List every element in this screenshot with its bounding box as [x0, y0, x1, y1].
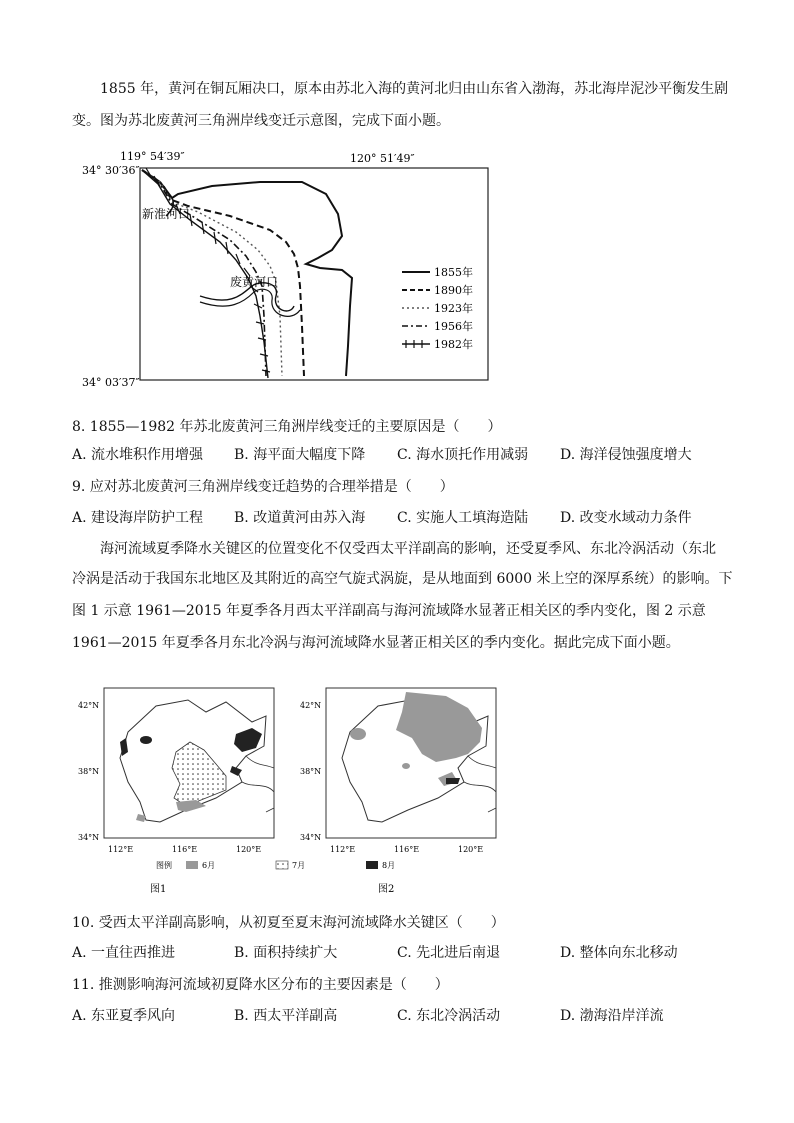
q10-option-d[interactable]: D. 整体向东北移动 [560, 945, 678, 961]
q8-option-a[interactable]: A. 流水堆积作用增强 [72, 447, 204, 463]
fig1-lat-38: 38°N [78, 767, 100, 776]
q9-option-d[interactable]: D. 改变水域动力条件 [560, 510, 692, 526]
legend-august: 8月 [382, 861, 396, 870]
fig1-aug-2 [140, 736, 152, 744]
fig2-lat-34: 34°N [300, 833, 322, 842]
q9-option-a[interactable]: A. 建设海岸防护工程 [72, 510, 204, 526]
xinhuai-label: 新淮河口 [142, 207, 191, 221]
feihuang-label: 废黄河口 [230, 275, 279, 289]
fig2-june-2 [350, 728, 366, 740]
fig2-lat-42: 42°N [300, 701, 322, 710]
q10-options [72, 942, 732, 964]
legend-1982: 1982年 [434, 338, 473, 351]
q11-stem: 11. 推测影响海河流域初夏降水区分布的主要因素是（ ） [72, 977, 449, 993]
legend-1855: 1855年 [434, 266, 473, 279]
lat-bottom-label: 34° 03′37″ [82, 376, 140, 389]
q11-option-d[interactable]: D. 渤海沿岸洋流 [560, 1008, 664, 1024]
intro1-line2: 变。图为苏北废黄河三角洲岸线变迁示意图，完成下面小题。 [72, 113, 450, 129]
q8-option-c[interactable]: C. 海水顶托作用减弱 [397, 447, 529, 463]
lat-top-label: 34° 30′36″ [82, 164, 140, 177]
precipitation-maps [76, 672, 516, 900]
intro-paragraph-1 [72, 78, 732, 100]
legend-1890: 1890年 [434, 284, 473, 297]
fig2-lon-112: 112°E [330, 845, 356, 854]
coastline-change-map [80, 146, 500, 390]
fig1-map [78, 688, 274, 854]
legend-june: 6月 [202, 861, 216, 870]
fig1-lon-112: 112°E [108, 845, 134, 854]
fig1-lon-116: 116°E [172, 845, 198, 854]
legend-july: 7月 [292, 861, 306, 870]
fig1-lat-42: 42°N [78, 701, 100, 710]
q9-stem: 9. 应对苏北废黄河三角洲岸线变迁趋势的合理举措是（ ） [72, 479, 454, 495]
legend-1956: 1956年 [434, 320, 473, 333]
q11-option-b[interactable]: B. 西太平洋副高 [234, 1008, 338, 1024]
q9-option-c[interactable]: C. 实施人工填海造陆 [397, 510, 529, 526]
q11-options [72, 1005, 732, 1027]
q10-option-c[interactable]: C. 先北进后南退 [397, 945, 501, 961]
fig2-caption: 图2 [378, 884, 395, 895]
q8-stem: 8. 1855—1982 年苏北废黄河三角洲岸线变迁的主要原因是（ ） [72, 419, 502, 435]
intro2-line4: 1961—2015 年夏季各月东北冷涡与海河流域降水显著正相关区的季内变化。据此完成下面小题。 [72, 635, 680, 651]
lon-left-label: 119° 54′39″ [120, 150, 185, 163]
q10-stem: 10. 受西太平洋副高影响，从初夏至夏末海河流域降水关键区（ ） [72, 915, 505, 931]
q9-option-b[interactable]: B. 改道黄河由苏入海 [234, 510, 366, 526]
fig2-aug [446, 778, 460, 784]
intro2-line3: 图 1 示意 1961—2015 年夏季各月西太平洋副高与海河流域降水显著正相关区的季内变化，图 2 示意 [72, 603, 706, 619]
fig2-june-3 [402, 763, 410, 769]
fig1-caption: 图1 [150, 884, 167, 895]
q11-option-a[interactable]: A. 东亚夏季风向 [72, 1008, 176, 1024]
q9-options [72, 507, 732, 529]
q10-option-a[interactable]: A. 一直往西推进 [72, 945, 176, 961]
q8-options [72, 444, 732, 466]
fig2-lon-116: 116°E [394, 845, 420, 854]
q8-option-b[interactable]: B. 海平面大幅度下降 [234, 447, 366, 463]
intro2-line1: 海河流域夏季降水关键区的位置变化不仅受西太平洋副高的影响，还受夏季风、东北冷涡活动（东北 [100, 541, 716, 557]
fig2-map [300, 688, 496, 854]
maps2-legend [156, 860, 395, 870]
lon-right-label: 120° 51′49″ [350, 152, 415, 165]
q11-option-c[interactable]: C. 东北冷涡活动 [397, 1008, 501, 1024]
q10-option-b[interactable]: B. 面积持续扩大 [234, 945, 338, 961]
legend-1923: 1923年 [434, 302, 473, 315]
q8-option-d[interactable]: D. 海洋侵蚀强度增大 [560, 447, 692, 463]
fig1-lat-34: 34°N [78, 833, 100, 842]
fig2-lat-38: 38°N [300, 767, 322, 776]
legend-title: 图例 [156, 861, 172, 870]
fig1-lon-120: 120°E [236, 845, 262, 854]
fig2-lon-120: 120°E [458, 845, 484, 854]
intro2-line2: 冷涡是活动于我国东北地区及其附近的高空气旋式涡旋，是从地面到 6000 米上空的深厚系统）的影响。下 [72, 571, 733, 587]
intro1-line1: 1855 年，黄河在铜瓦厢决口，原本由苏北入海的黄河北归由山东省入渤海，苏北海岸泥沙平衡发生剧 [100, 81, 729, 97]
